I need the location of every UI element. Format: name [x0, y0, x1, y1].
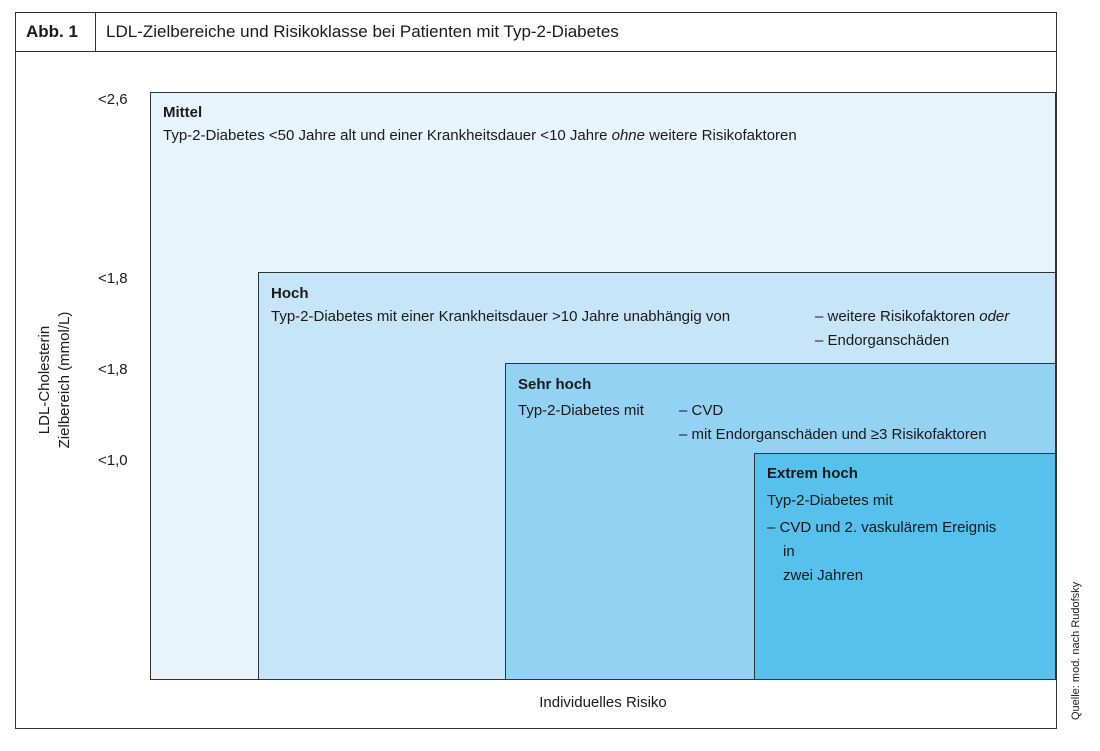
- y-axis-line: [150, 92, 151, 680]
- figure-title: LDL-Zielbereiche und Risikoklasse bei Patienten mit Typ-2-Diabetes: [106, 22, 619, 41]
- extrem-hoch-item-3: zwei Jahren: [783, 567, 864, 584]
- sehr-hoch-title: Sehr hoch: [518, 376, 592, 393]
- extrem-hoch-text: Typ-2-Diabetes mit: [767, 492, 893, 509]
- figure-header: [15, 12, 1057, 52]
- extrem-hoch-title: Extrem hoch: [767, 465, 858, 482]
- extrem-hoch-item-1: – CVD und 2. vaskulärem Ereignis: [767, 519, 997, 536]
- x-axis-label: Individuelles Risiko: [539, 694, 667, 711]
- sehr-hoch-text: Typ-2-Diabetes mit: [518, 402, 644, 419]
- y-axis-label: [20, 280, 90, 480]
- sehr-hoch-item-2: – mit Endorganschäden und ≥3 Risikofaktoren: [679, 426, 987, 443]
- hoch-text: Typ-2-Diabetes mit einer Krankheitsdauer >10 Jahre unabhängig von: [271, 308, 731, 325]
- mittel-text: Typ-2-Diabetes <50 Jahre alt und einer Krankheitsdauer <10 Jahre ohne weitere Risikofaktoren: [163, 127, 797, 144]
- hoch-item-1: – weitere Risikofaktoren oder: [815, 308, 1010, 325]
- mittel-title: Mittel: [163, 104, 203, 121]
- hoch-title: Hoch: [271, 285, 309, 302]
- y-tick-mittel: <2,6: [98, 91, 128, 108]
- extrem-hoch-item-2: in: [783, 543, 795, 560]
- figure-label: Abb. 1: [16, 13, 96, 51]
- x-axis-line: [150, 679, 1056, 680]
- sehr-hoch-item-1: – CVD: [679, 402, 724, 419]
- y-tick-hoch: <1,8: [98, 270, 128, 287]
- y-tick-sehr-hoch: <1,8: [98, 361, 128, 378]
- hoch-item-2: – Endorganschäden: [815, 332, 950, 349]
- y-tick-extrem-hoch: <1,0: [98, 452, 128, 469]
- source-note: Quelle: mod. nach Rudofsky: [1070, 581, 1082, 720]
- y-axis-label-line1: LDL-Cholesterin: [36, 325, 53, 435]
- y-axis-label-line2: Zielbereich (mmol/L): [56, 311, 73, 449]
